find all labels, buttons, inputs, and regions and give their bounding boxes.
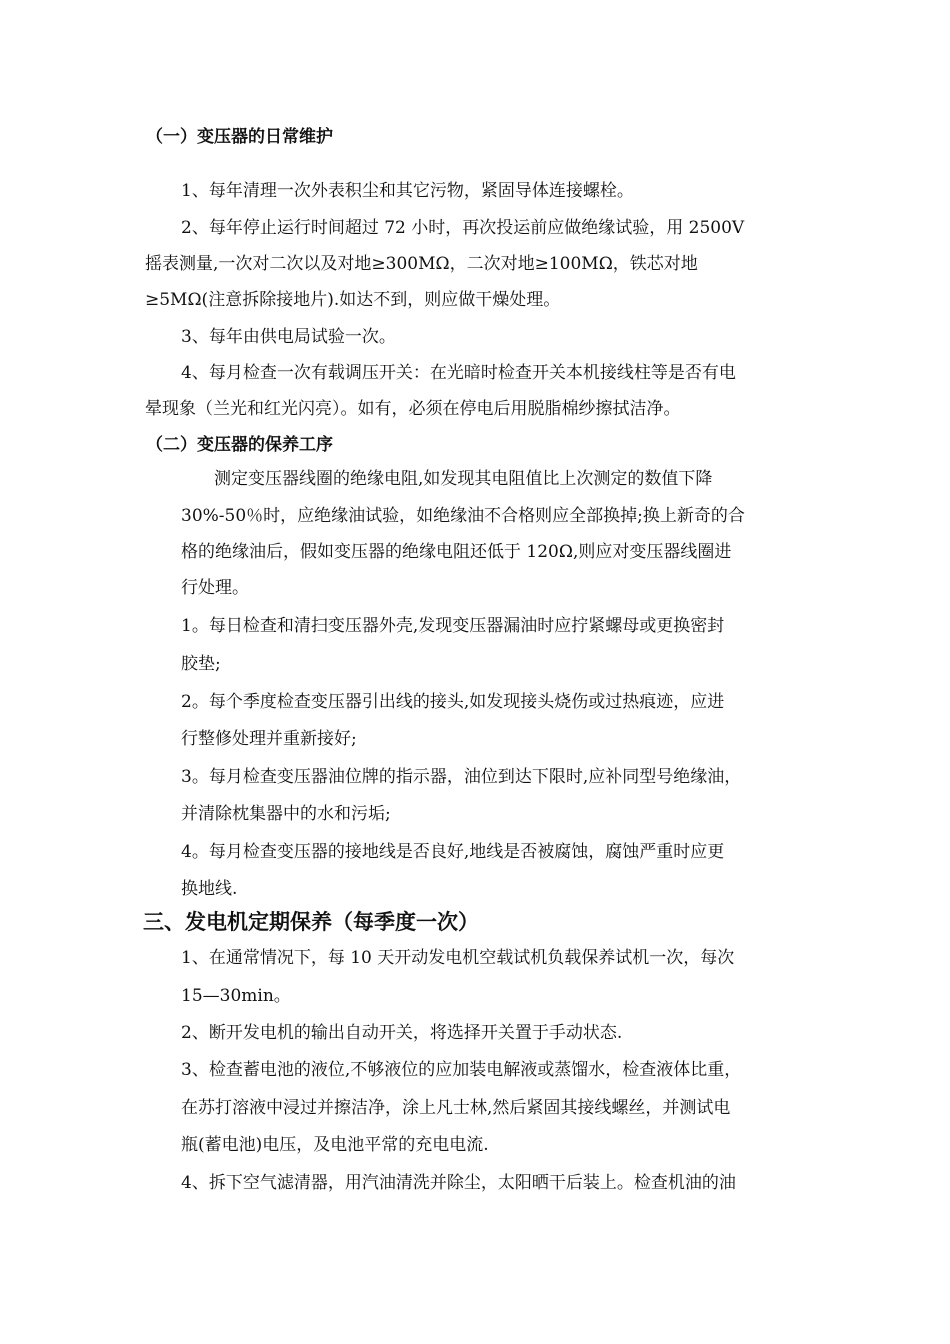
- paragraph-line: 4、每月检查一次有载调压开关：在光暗时检查开关本机接线柱等是否有电: [181, 363, 736, 383]
- paragraph-line: 3、检查蓄电池的液位,不够液位的应加装电解液或蒸馏水，检查液体比重，: [181, 1060, 742, 1080]
- section-heading-3: 三、发电机定期保养（每季度一次）: [143, 910, 479, 934]
- paragraph-line: 3、每年由供电局试验一次。: [181, 327, 396, 347]
- paragraph-line: 瓶(蓄电池)电压，及电池平常的充电电流.: [181, 1135, 489, 1155]
- paragraph-line: 格的绝缘油后，假如变压器的绝缘电阻还低于 120Ω,则应对变压器线圈进: [181, 542, 732, 562]
- paragraph-line: 2、断开发电机的输出自动开关，将选择开关置于手动状态.: [181, 1023, 623, 1043]
- section-heading-2: （二）变压器的保养工序: [146, 435, 333, 455]
- paragraph-line: 2。每个季度检查变压器引出线的接头,如发现接头烧伤或过热痕迹，应进: [181, 692, 725, 712]
- paragraph-line: 晕现象（兰光和红光闪亮）。如有，必须在停电后用脱脂棉纱擦拭洁净。: [145, 399, 681, 419]
- paragraph-line: 并清除枕集器中的水和污垢;: [181, 804, 391, 824]
- paragraph-line: 1。每日检查和清扫变压器外壳,发现变压器漏油时应拧紧螺母或更换密封: [181, 616, 725, 636]
- paragraph-line: 30%-50％时，应绝缘油试验，如绝缘油不合格则应全部换掉;换上新奇的合: [181, 506, 745, 526]
- paragraph-line: 15—30min。: [181, 986, 291, 1006]
- paragraph-line: 2、每年停止运行时间超过 72 小时，再次投运前应做绝缘试验，用 2500V: [181, 218, 745, 238]
- paragraph-line: ≥5MΩ(注意拆除接地片).如达不到，则应做干燥处理。: [145, 290, 561, 310]
- paragraph-line: 测定变压器线圈的绝缘电阻,如发现其电阻值比上次测定的数值下降: [214, 469, 713, 489]
- paragraph-line: 摇表测量,一次对二次以及对地≥300MΩ，二次对地≥100MΩ，铁芯对地: [145, 254, 698, 274]
- paragraph-line: 胶垫;: [181, 654, 221, 674]
- paragraph-line: 换地线.: [181, 879, 238, 899]
- paragraph-line: 4、拆下空气滤清器，用汽油清洗并除尘，太阳晒干后装上。检查机油的油: [181, 1173, 736, 1193]
- paragraph-line: 3。每月检查变压器油位牌的指示器，油位到达下限时,应补同型号绝缘油，: [181, 767, 742, 787]
- paragraph-line: 4。每月检查变压器的接地线是否良好,地线是否被腐蚀，腐蚀严重时应更: [181, 842, 725, 862]
- paragraph-line: 在苏打溶液中浸过并擦洁净，涂上凡士林,然后紧固其接线螺丝，并测试电: [181, 1098, 731, 1118]
- paragraph-line: 行处理。: [181, 578, 249, 598]
- paragraph-line: 1、在通常情况下，每 10 天开动发电机空载试机负载保养试机一次，每次: [181, 948, 735, 968]
- section-heading-1: （一）变压器的日常维护: [146, 127, 333, 147]
- paragraph-line: 行整修处理并重新接好;: [181, 729, 357, 749]
- paragraph-line: 1、每年清理一次外表积尘和其它污物，紧固导体连接螺栓。: [181, 181, 634, 201]
